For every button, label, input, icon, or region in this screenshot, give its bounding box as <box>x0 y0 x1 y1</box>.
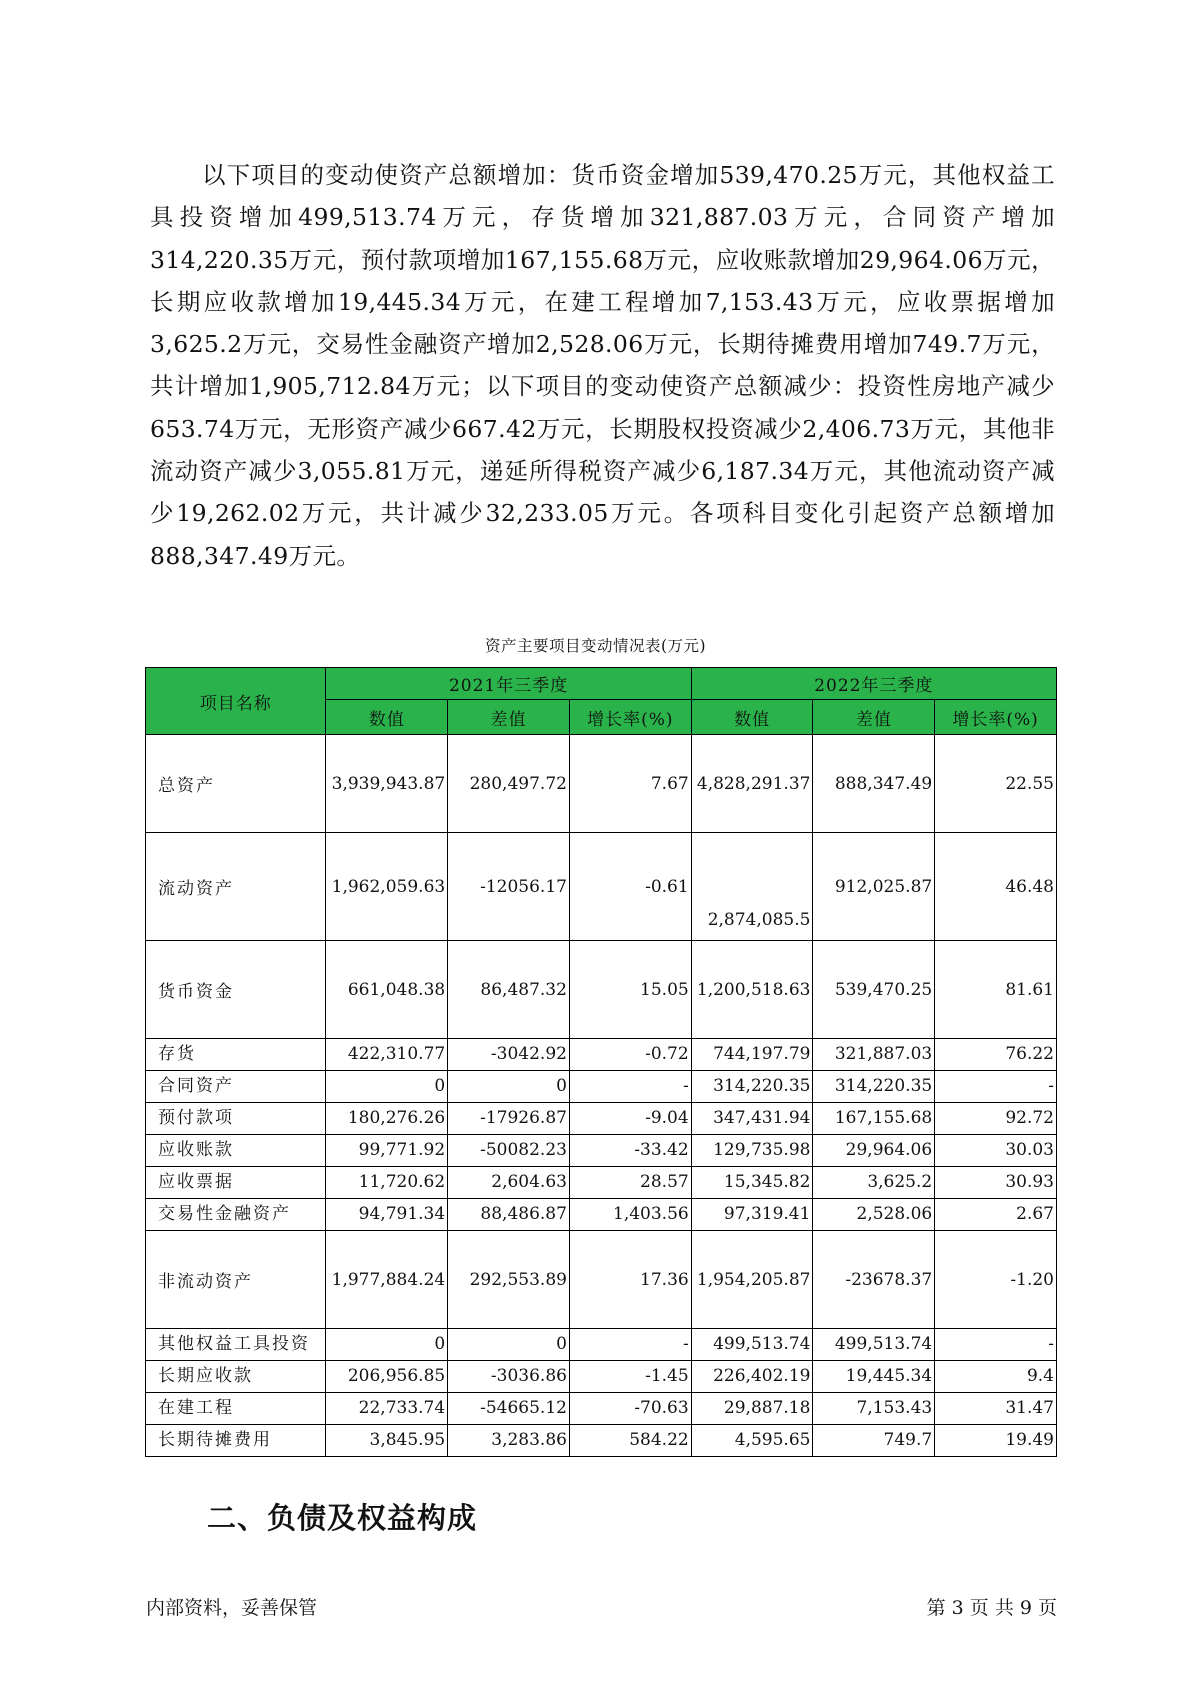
growth-2021: -70.63 <box>569 1393 691 1425</box>
value-2021: 661,048.38 <box>326 941 448 1039</box>
diff-2021: 292,553.89 <box>448 1231 570 1329</box>
diff-2022: 167,155.68 <box>813 1103 935 1135</box>
value-2022: 129,735.98 <box>691 1135 813 1167</box>
value-2021: 99,771.92 <box>326 1135 448 1167</box>
growth-2021: -1.45 <box>569 1361 691 1393</box>
section-heading: 二、负债及权益构成 <box>207 1501 478 1535</box>
table-row <box>146 735 1057 833</box>
table-row <box>146 1199 1057 1231</box>
table-row <box>146 1425 1057 1457</box>
growth-2022: - <box>935 1329 1057 1361</box>
table-row <box>146 1135 1057 1167</box>
growth-2022: -1.20 <box>935 1231 1057 1329</box>
row-name: 存货 <box>146 1039 326 1071</box>
header-diff-2021: 差值 <box>448 700 570 735</box>
header-growth-2021: 增长率(%) <box>569 700 691 735</box>
growth-2022: 81.61 <box>935 941 1057 1039</box>
diff-2021: -54665.12 <box>448 1393 570 1425</box>
header-item-name: 项目名称 <box>146 668 326 735</box>
value-2022: 347,431.94 <box>691 1103 813 1135</box>
value-2021: 94,791.34 <box>326 1199 448 1231</box>
growth-2022: 31.47 <box>935 1393 1057 1425</box>
growth-2021: 28.57 <box>569 1167 691 1199</box>
growth-2021: 17.36 <box>569 1231 691 1329</box>
diff-2022: 539,470.25 <box>813 941 935 1039</box>
table-row <box>146 1231 1057 1329</box>
row-name: 流动资产 <box>146 833 326 941</box>
header-period-2022: 2022年三季度 <box>691 668 1056 700</box>
header-value-2022: 数值 <box>691 700 813 735</box>
diff-2022: 912,025.87 <box>813 833 935 941</box>
value-2022: 1,200,518.63 <box>691 941 813 1039</box>
growth-2022: 22.55 <box>935 735 1057 833</box>
footer-page-number: 第 3 页 共 9 页 <box>926 1597 1057 1619</box>
value-2022: 2,874,085.5 <box>691 833 813 941</box>
table-row <box>146 1103 1057 1135</box>
growth-2022: 92.72 <box>935 1103 1057 1135</box>
header-growth-2022: 增长率(%) <box>935 700 1057 735</box>
growth-2022: 19.49 <box>935 1425 1057 1457</box>
footer-confidential-note: 内部资料，妥善保管 <box>146 1597 318 1619</box>
body-paragraph: 以下项目的变动使资产总额增加：货币资金增加539,470.25万元，其他权益工具投资增加499,513.74万元，存货增加321,887.03万元，合同资产增加314,220.35万元，预付款项增加167,155.68万元，应收账款增加29,964.06万元，长期应收款增加19,445.34万元，在建工程增加7,153.43万元，应收票据增加3,625.2万元，交易性金融资产增加2,528.06万元，长期待摊费用增加749.7万元，共计增加1,905,712.84万元；以下项目的变动使资产总额减少：投资性房地产减少653.74万元，无形资产减少667.42万元，长期股权投资减少2,406.73万元，其他非流动资产减少3,055.81万元，递延所得税资产减少6,187.34万元，其他流动资产减少19,262.02万元，共计减少32,233.05万元。各项科目变化引起资产总额增加888,347.49万元。 <box>150 161 1055 570</box>
row-name: 在建工程 <box>146 1393 326 1425</box>
row-name: 预付款项 <box>146 1103 326 1135</box>
diff-2021: 88,486.87 <box>448 1199 570 1231</box>
table-row <box>146 1329 1057 1361</box>
growth-2022: 30.93 <box>935 1167 1057 1199</box>
growth-2022: 2.67 <box>935 1199 1057 1231</box>
growth-2022: 76.22 <box>935 1039 1057 1071</box>
diff-2022: 314,220.35 <box>813 1071 935 1103</box>
growth-2021: -0.61 <box>569 833 691 941</box>
value-2022: 499,513.74 <box>691 1329 813 1361</box>
header-period-2021: 2021年三季度 <box>326 668 691 700</box>
header-value-2021: 数值 <box>326 700 448 735</box>
row-name: 非流动资产 <box>146 1231 326 1329</box>
table-row <box>146 1167 1057 1199</box>
growth-2021: -0.72 <box>569 1039 691 1071</box>
diff-2022: 321,887.03 <box>813 1039 935 1071</box>
growth-2021: 584.22 <box>569 1425 691 1457</box>
diff-2021: -12056.17 <box>448 833 570 941</box>
value-2021: 0 <box>326 1329 448 1361</box>
row-name: 货币资金 <box>146 941 326 1039</box>
growth-2022: 30.03 <box>935 1135 1057 1167</box>
value-2022: 29,887.18 <box>691 1393 813 1425</box>
value-2021: 22,733.74 <box>326 1393 448 1425</box>
diff-2022: -23678.37 <box>813 1231 935 1329</box>
value-2021: 422,310.77 <box>326 1039 448 1071</box>
growth-2021: 1,403.56 <box>569 1199 691 1231</box>
header-diff-2022: 差值 <box>813 700 935 735</box>
diff-2021: 0 <box>448 1329 570 1361</box>
diff-2021: 0 <box>448 1071 570 1103</box>
value-2022: 97,319.41 <box>691 1199 813 1231</box>
row-name: 长期应收款 <box>146 1361 326 1393</box>
diff-2022: 3,625.2 <box>813 1167 935 1199</box>
value-2021: 3,939,943.87 <box>326 735 448 833</box>
diff-2021: 3,283.86 <box>448 1425 570 1457</box>
table-row <box>146 1039 1057 1071</box>
diff-2022: 749.7 <box>813 1425 935 1457</box>
value-2021: 3,845.95 <box>326 1425 448 1457</box>
growth-2022: - <box>935 1071 1057 1103</box>
growth-2021: 15.05 <box>569 941 691 1039</box>
diff-2021: -17926.87 <box>448 1103 570 1135</box>
table-row <box>146 1393 1057 1425</box>
growth-2022: 46.48 <box>935 833 1057 941</box>
diff-2022: 888,347.49 <box>813 735 935 833</box>
diff-2021: 86,487.32 <box>448 941 570 1039</box>
table-row <box>146 941 1057 1039</box>
diff-2021: -50082.23 <box>448 1135 570 1167</box>
row-name: 其他权益工具投资 <box>146 1329 326 1361</box>
assets-change-table <box>145 667 1057 1457</box>
row-name: 应收票据 <box>146 1167 326 1199</box>
value-2021: 1,977,884.24 <box>326 1231 448 1329</box>
value-2022: 1,954,205.87 <box>691 1231 813 1329</box>
value-2022: 226,402.19 <box>691 1361 813 1393</box>
value-2021: 206,956.85 <box>326 1361 448 1393</box>
table-caption: 资产主要项目变动情况表(万元) <box>484 637 707 655</box>
diff-2022: 19,445.34 <box>813 1361 935 1393</box>
value-2022: 15,345.82 <box>691 1167 813 1199</box>
diff-2021: 2,604.63 <box>448 1167 570 1199</box>
growth-2021: -33.42 <box>569 1135 691 1167</box>
value-2022: 4,595.65 <box>691 1425 813 1457</box>
row-name: 总资产 <box>146 735 326 833</box>
diff-2022: 7,153.43 <box>813 1393 935 1425</box>
table-row <box>146 1071 1057 1103</box>
value-2021: 180,276.26 <box>326 1103 448 1135</box>
growth-2022: 9.4 <box>935 1361 1057 1393</box>
value-2022: 744,197.79 <box>691 1039 813 1071</box>
diff-2021: -3036.86 <box>448 1361 570 1393</box>
value-2021: 1,962,059.63 <box>326 833 448 941</box>
diff-2022: 499,513.74 <box>813 1329 935 1361</box>
diff-2022: 29,964.06 <box>813 1135 935 1167</box>
growth-2021: -9.04 <box>569 1103 691 1135</box>
table-row <box>146 1361 1057 1393</box>
value-2022: 4,828,291.37 <box>691 735 813 833</box>
value-2021: 0 <box>326 1071 448 1103</box>
diff-2021: -3042.92 <box>448 1039 570 1071</box>
table-row <box>146 833 1057 941</box>
diff-2022: 2,528.06 <box>813 1199 935 1231</box>
diff-2021: 280,497.72 <box>448 735 570 833</box>
value-2021: 11,720.62 <box>326 1167 448 1199</box>
row-name: 长期待摊费用 <box>146 1425 326 1457</box>
row-name: 应收账款 <box>146 1135 326 1167</box>
growth-2021: - <box>569 1071 691 1103</box>
value-2022: 314,220.35 <box>691 1071 813 1103</box>
growth-2021: 7.67 <box>569 735 691 833</box>
row-name: 合同资产 <box>146 1071 326 1103</box>
row-name: 交易性金融资产 <box>146 1199 326 1231</box>
growth-2021: - <box>569 1329 691 1361</box>
